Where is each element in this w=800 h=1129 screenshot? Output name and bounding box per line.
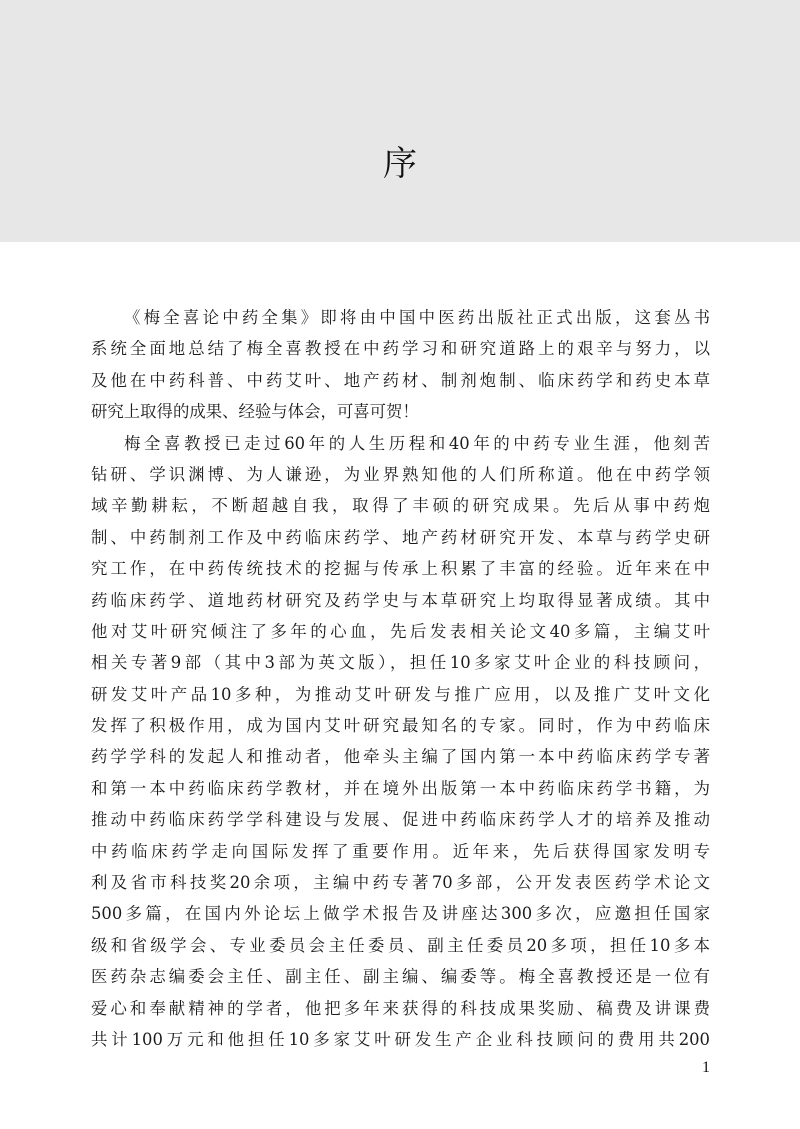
paragraph-2-line-17: 级和省级学会、专业委员会主任委员、副主任委员20多项，担任10多本	[91, 935, 710, 955]
paragraph-2-line-18: 医药杂志编委会主任、副主任、副主编、编委等。梅全喜教授还是一位有	[91, 967, 710, 987]
page-title: 序	[383, 144, 417, 184]
paragraph-2-line-19: 爱心和奉献精神的学者，他把多年来获得的科技成果奖励、稿费及讲课费	[91, 998, 710, 1018]
paragraph-2-line-5: 究工作，在中药传统技术的挖掘与传承上积累了丰富的经验。近年来在中	[91, 559, 710, 579]
paragraph-2-line-20: 共计100万元和他担任10多家艾叶研发生产企业科技顾问的费用共200	[91, 1029, 710, 1049]
paragraph-2-line-15: 利及省市科技奖20余项，主编中药专著70多部，公开发表医药学术论文	[91, 873, 710, 893]
paragraph-1-line-4: 研究上取得的成果、经验与体会，可喜可贺！	[91, 402, 419, 422]
body-text	[91, 302, 710, 1055]
paragraph-2-line-13: 推动中药临床药学学科建设与发展、促进中药临床药学人才的培养及推动	[91, 810, 710, 830]
paragraph-2-line-11: 药学学科的发起人和推动者，他牵头主编了国内第一本中药临床药学专著	[91, 747, 710, 767]
paragraph-2-line-14: 中药临床药学走向国际发挥了重要作用。近年来，先后获得国家发明专	[91, 841, 710, 861]
paragraph-2-line-12: 和第一本中药临床药学教材，并在境外出版第一本中药临床药学书籍，为	[91, 778, 710, 798]
paragraph-2-line-3: 域辛勤耕耘，不断超越自我，取得了丰硕的研究成果。先后从事中药炮	[91, 496, 710, 516]
paragraph-2-line-2: 钻研、学识渊博、为人谦逊，为业界熟知他的人们所称道。他在中药学领	[91, 464, 710, 484]
paragraph-2-line-8: 相关专著9部（其中3部为英文版），担任10多家艾叶企业的科技顾问，	[91, 653, 710, 673]
paragraph-2-line-6: 药临床药学、道地药材研究及药学史与本草研究上均取得显著成绩。其中	[91, 590, 710, 610]
title-banner	[0, 0, 800, 242]
paragraph-2-line-7: 他对艾叶研究倾注了多年的心血，先后发表相关论文40多篇，主编艾叶	[91, 621, 710, 641]
paragraph-2-line-4: 制、中药制剂工作及中药临床药学、地产药材研究开发、本草与药学史研	[91, 527, 710, 547]
paragraph-1-line-1: 《梅全喜论中药全集》即将由中国中医药出版社正式出版，这套丛书	[124, 308, 710, 327]
paragraph-2-line-9: 研发艾叶产品10多种，为推动艾叶研发与推广应用，以及推广艾叶文化	[91, 684, 710, 704]
paragraph-1-line-3: 及他在中药科普、中药艾叶、地产药材、制剂炮制、临床药学和药史本草	[91, 370, 710, 390]
page-number: 1	[702, 1059, 710, 1076]
paragraph-2-line-1: 梅全喜教授已走过60年的人生历程和40年的中药专业生涯，他刻苦	[124, 433, 710, 453]
paragraph-2-line-10: 发挥了积极作用，成为国内艾叶研究最知名的专家。同时，作为中药临床	[91, 716, 710, 736]
paragraph-2-line-16: 500多篇，在国内外论坛上做学术报告及讲座达300多次，应邀担任国家	[91, 904, 710, 924]
paragraph-1-line-2: 系统全面地总结了梅全喜教授在中药学习和研究道路上的艰辛与努力，以	[91, 339, 710, 359]
